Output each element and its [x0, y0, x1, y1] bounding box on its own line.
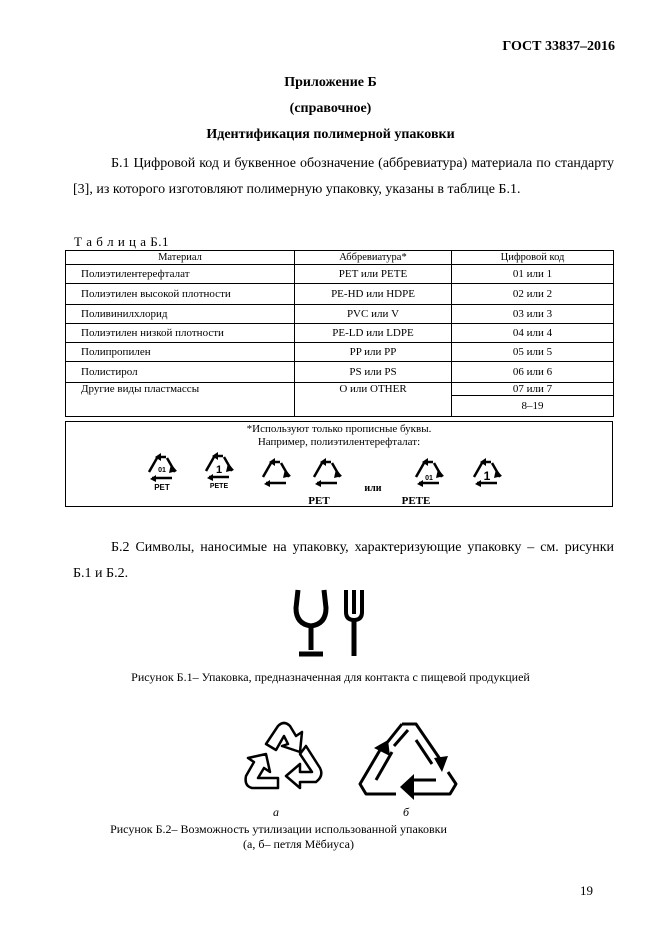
recycle-blank-pet-icon	[314, 458, 342, 487]
header-material: Материал	[66, 251, 295, 265]
abbreviation-cell: PE-HD или HDPE	[295, 284, 452, 305]
material-cell: Полиэтилен высокой плотности	[66, 284, 295, 305]
table-row	[66, 324, 614, 343]
note-line-1: *Используют только прописные буквы.	[246, 423, 432, 435]
recycling-loop-a-icon	[238, 716, 330, 806]
table-row	[66, 265, 614, 284]
abbreviation-cell: PVC или V	[295, 305, 452, 324]
table-row	[66, 284, 614, 305]
abbreviation-cell: PS или PS	[295, 362, 452, 383]
figure-b2-caption: Рисунок Б.2– Возможность утилизации использованной упаковки	[110, 822, 447, 836]
code-cell: 07 или 7	[452, 383, 614, 396]
recycle-blank-icon	[263, 458, 291, 487]
recycling-loop-b-icon	[356, 718, 462, 802]
appendix-subtitle: (справочное)	[289, 101, 372, 116]
abbreviation-cell: PP или PP	[295, 343, 452, 362]
appendix-title: Приложение Б	[284, 75, 377, 90]
table-caption: Т а б л и ц а Б.1	[74, 234, 169, 249]
code-cell: 06 или 6	[452, 362, 614, 383]
table-row	[66, 343, 614, 362]
code-cell: 02 или 2	[452, 284, 614, 305]
symbol-01b-label: 01	[425, 475, 433, 482]
standard-header: ГОСТ 33837–2016	[502, 39, 615, 54]
pete-below-label: PETE	[401, 495, 431, 507]
symbol-1-label: 1	[215, 464, 223, 476]
figure-b1-caption: Рисунок Б.1– Упаковка, предназначенная для контакта с пищевой продукцией	[131, 670, 530, 684]
material-cell: Другие виды пластмассы	[66, 383, 295, 417]
materials-table	[65, 250, 614, 417]
symbol-pete-label: PETE	[209, 483, 229, 490]
code-cell: 03 или 3	[452, 305, 614, 324]
recycle-01b-icon	[416, 458, 444, 487]
food-contact-glass-fork-icon	[292, 588, 370, 660]
symbol-pet-label: PET	[154, 483, 170, 492]
paragraph-b2	[73, 535, 614, 587]
figure-b2-label-b: б	[403, 805, 410, 819]
header-abbreviation: Аббревиатура*	[295, 251, 452, 265]
material-cell: Поливинилхлорид	[66, 305, 295, 324]
pet-below-label: PET	[308, 495, 330, 507]
or-label: или	[364, 483, 382, 494]
code-cell: 04 или 4	[452, 324, 614, 343]
material-cell: Полиэтилен низкой плотности	[66, 324, 295, 343]
page-number: 19	[580, 883, 593, 898]
material-cell: Полиэтилентерефталат	[66, 265, 295, 284]
table-header-row	[66, 251, 614, 265]
paragraph-b1-number: Б.1	[111, 156, 130, 171]
material-cell: Полипропилен	[66, 343, 295, 362]
pet-symbols	[66, 422, 614, 508]
paragraph-b2-number: Б.2	[111, 540, 130, 555]
table-note	[65, 421, 613, 507]
paragraph-b1-text: Цифровой код и буквенное обозначение (аббревиатура) материала по стандарту [3], из которого изготовляют полимерную упаковку, указаны в таблице Б.1.	[73, 156, 614, 197]
figure-b2-label-a: а	[273, 805, 279, 819]
table-row	[66, 383, 614, 396]
abbreviation-cell: O или OTHER	[295, 383, 452, 417]
symbol-1b-label: 1	[483, 469, 491, 483]
paragraph-b1	[73, 151, 614, 203]
figure-b2-caption-note: (а, б– петля Мёбиуса)	[243, 837, 354, 851]
code-cell: 01 или 1	[452, 265, 614, 284]
table-row	[66, 305, 614, 324]
abbreviation-cell: PET или PETE	[295, 265, 452, 284]
appendix-heading: Идентификация полимерной упаковки	[206, 127, 455, 142]
code-cell-extra: 8–19	[452, 396, 614, 417]
table-row	[66, 362, 614, 383]
material-cell: Полистирол	[66, 362, 295, 383]
header-code: Цифровой код	[452, 251, 614, 265]
abbreviation-cell: PE-LD или LDPE	[295, 324, 452, 343]
paragraph-b2-text: Символы, наносимые на упаковку, характеризующие упаковку – см. рисунки Б.1 и Б.2.	[73, 540, 615, 581]
note-line-2: Например, полиэтилентерефталат:	[257, 436, 421, 448]
code-cell: 05 или 5	[452, 343, 614, 362]
symbol-01-label: 01	[158, 467, 166, 474]
